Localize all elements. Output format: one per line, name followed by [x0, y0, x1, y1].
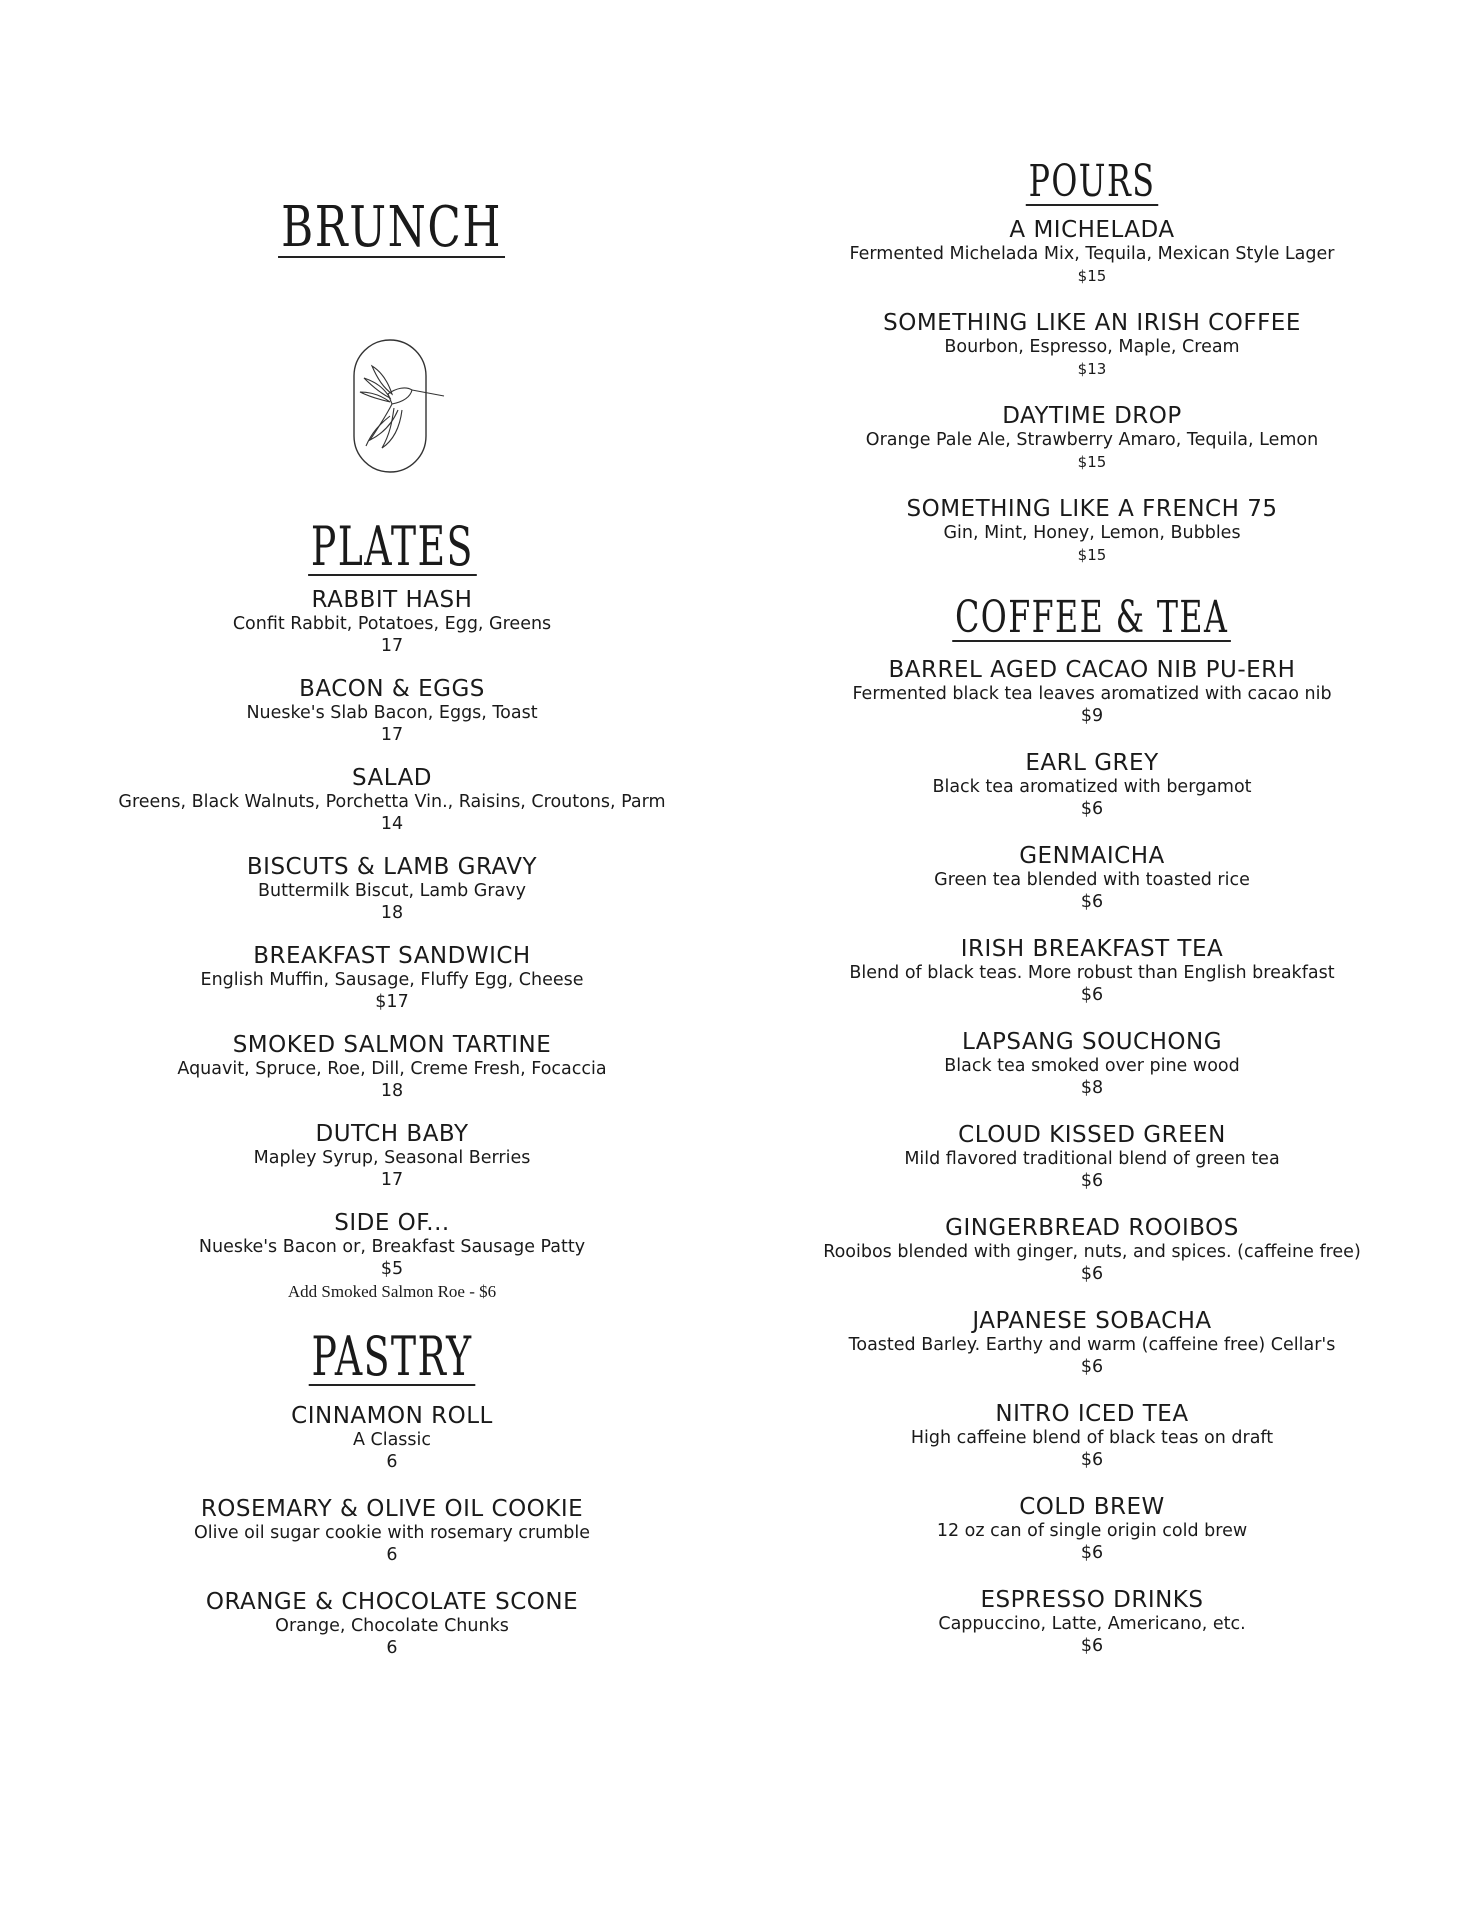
menu-item: [790, 1123, 1394, 1192]
menu-item: [790, 751, 1394, 820]
menu-item-description: Fermented Michelada Mix, Tequila, Mexican Style Lager: [849, 244, 1335, 264]
left-column: [90, 195, 694, 1659]
menu-item-name: LAPSANG SOUCHONG: [961, 1029, 1223, 1055]
menu-item-description: 12 oz can of single origin cold brew: [936, 1521, 1248, 1541]
menu-item: [90, 1211, 694, 1304]
right-column: [790, 156, 1394, 1657]
menu-item: [790, 311, 1394, 380]
menu-item-name: ORANGE & CHOCOLATE SCONE: [205, 1589, 579, 1615]
menu-item-name: SOMETHING LIKE AN IRISH COFFEE: [883, 310, 1301, 336]
menu-item-description: High caffeine blend of black teas on draft: [910, 1428, 1274, 1448]
menu-item-price: $6: [1080, 1636, 1104, 1656]
menu-item: [90, 1033, 694, 1102]
plates-list: [90, 588, 694, 1304]
menu-item-name: GENMAICHA: [1019, 843, 1165, 869]
menu-item-name: ROSEMARY & OLIVE OIL COOKIE: [200, 1496, 584, 1522]
menu-item: [90, 588, 694, 657]
menu-item: [90, 944, 694, 1013]
menu-item-description: Orange, Chocolate Chunks: [275, 1616, 509, 1636]
menu-item-price: $6: [1080, 799, 1104, 819]
menu-item-price: $15: [1077, 267, 1107, 285]
pastry-title: PASTRY: [309, 1330, 476, 1386]
pastry-list: [90, 1404, 694, 1659]
menu-item-name: BARREL AGED CACAO NIB PU-ERH: [888, 657, 1296, 683]
menu-item: [790, 844, 1394, 913]
menu-item-description: Bourbon, Espresso, Maple, Cream: [944, 337, 1240, 357]
menu-item: [790, 1402, 1394, 1471]
pours-section: [790, 156, 1394, 566]
menu-item-description: Mild flavored traditional blend of green tea: [904, 1149, 1280, 1169]
menu-item-name: JAPANESE SOBACHA: [972, 1308, 1212, 1334]
menu-item-price: $6: [1080, 1171, 1104, 1191]
menu-item-name: BISCUTS & LAMB GRAVY: [246, 854, 538, 880]
menu-item: [90, 1590, 694, 1659]
menu-item: [790, 497, 1394, 566]
menu-item: [90, 1122, 694, 1191]
menu-item-price: 17: [380, 1170, 404, 1190]
menu-item-description: Confit Rabbit, Potatoes, Egg, Greens: [232, 614, 552, 634]
menu-item-name: CINNAMON ROLL: [291, 1403, 493, 1429]
coffee-tea-list: [790, 658, 1394, 1657]
menu-item-description: English Muffin, Sausage, Fluffy Egg, Cheese: [200, 970, 584, 990]
menu-item-price: $13: [1077, 360, 1107, 378]
menu-item-name: DAYTIME DROP: [1002, 403, 1182, 429]
menu-item-price: $6: [1080, 1264, 1104, 1284]
menu-item-description: Aquavit, Spruce, Roe, Dill, Creme Fresh, Focaccia: [177, 1059, 607, 1079]
menu-item-description: Black tea aromatized with bergamot: [932, 777, 1252, 797]
hummingbird-logo-icon: [332, 336, 452, 476]
menu-item: [790, 1495, 1394, 1564]
menu-item-description: Gin, Mint, Honey, Lemon, Bubbles: [943, 523, 1241, 543]
menu-item-description: Orange Pale Ale, Strawberry Amaro, Tequila, Lemon: [865, 430, 1319, 450]
coffee-tea-title: COFFEE & TEA: [953, 596, 1232, 642]
menu-item-description: Green tea blended with toasted rice: [934, 870, 1250, 890]
menu-item-name: SALAD: [351, 765, 433, 791]
menu-item-name: RABBIT HASH: [311, 587, 473, 613]
menu-item: [90, 1497, 694, 1566]
menu-item-price: $15: [1077, 546, 1107, 564]
menu-item-price: 6: [386, 1545, 398, 1565]
menu-item-description: Toasted Barley. Earthy and warm (caffeine free) Cellar's: [848, 1335, 1336, 1355]
hummingbird-logo-wrap: [90, 336, 694, 476]
pours-title: POURS: [1026, 160, 1159, 206]
menu-item-price: 18: [380, 1081, 404, 1101]
plates-title: PLATES: [308, 520, 476, 576]
menu-item: [790, 937, 1394, 1006]
menu-item-price: $6: [1080, 1543, 1104, 1563]
menu-item-price: 17: [380, 725, 404, 745]
menu-item: [790, 404, 1394, 473]
plates-section: [90, 515, 694, 1304]
menu-item-price: $6: [1080, 1450, 1104, 1470]
menu-item-name: BACON & EGGS: [299, 676, 485, 702]
menu-item: [790, 218, 1394, 287]
menu-item: [790, 1309, 1394, 1378]
menu-item-price: $5: [380, 1259, 404, 1279]
menu-item-description: Blend of black teas. More robust than English breakfast: [849, 963, 1335, 983]
menu-item-price: $6: [1080, 1357, 1104, 1377]
pastry-section: [90, 1325, 694, 1659]
brunch-title-wrap: [90, 195, 694, 286]
menu-item-name: DUTCH BABY: [315, 1121, 469, 1147]
menu-item-name: GINGERBREAD ROOIBOS: [945, 1215, 1239, 1241]
coffee-tea-section: [790, 592, 1394, 1657]
menu-item-note: Add Smoked Salmon Roe - $6: [287, 1282, 497, 1301]
menu-item: [790, 1030, 1394, 1099]
menu-item-description: Black tea smoked over pine wood: [944, 1056, 1240, 1076]
menu-item-name: SOMETHING LIKE A FRENCH 75: [906, 496, 1278, 522]
menu-item: [90, 855, 694, 924]
menu-item-description: Fermented black tea leaves aromatized with cacao nib: [852, 684, 1332, 704]
menu-item-description: Greens, Black Walnuts, Porchetta Vin., Raisins, Croutons, Parm: [118, 792, 666, 812]
menu-item-price: 14: [380, 814, 404, 834]
brunch-title: BRUNCH: [278, 200, 505, 258]
menu-item-description: Nueske's Bacon or, Breakfast Sausage Patty: [198, 1237, 586, 1257]
pours-list: [790, 218, 1394, 566]
menu-item-description: Nueske's Slab Bacon, Eggs, Toast: [246, 703, 538, 723]
menu-item-name: CLOUD KISSED GREEN: [958, 1122, 1226, 1148]
menu-item-price: $17: [375, 992, 409, 1012]
menu-item: [790, 658, 1394, 727]
menu-item-price: $9: [1080, 706, 1104, 726]
menu-item-price: $6: [1080, 892, 1104, 912]
menu-item-price: 6: [386, 1638, 398, 1658]
menu-item: [790, 1216, 1394, 1285]
menu-item-description: Mapley Syrup, Seasonal Berries: [253, 1148, 531, 1168]
menu-item-name: EARL GREY: [1025, 750, 1159, 776]
menu-item-description: Rooibos blended with ginger, nuts, and spices. (caffeine free): [823, 1242, 1361, 1262]
menu-item-description: Olive oil sugar cookie with rosemary crumble: [193, 1523, 590, 1543]
menu-item-price: 6: [386, 1452, 398, 1472]
menu-item-price: 17: [380, 636, 404, 656]
menu-item-name: BREAKFAST SANDWICH: [253, 943, 531, 969]
menu-item-price: $8: [1080, 1078, 1104, 1098]
menu-item-description: Buttermilk Biscut, Lamb Gravy: [257, 881, 526, 901]
menu-item: [90, 677, 694, 746]
menu-item-price: $15: [1077, 453, 1107, 471]
menu-item-name: SIDE OF...: [334, 1210, 450, 1236]
menu-item-name: NITRO ICED TEA: [995, 1401, 1189, 1427]
menu-item: [90, 1404, 694, 1473]
menu-item-description: Cappuccino, Latte, Americano, etc.: [938, 1614, 1246, 1634]
menu-item-price: 18: [380, 903, 404, 923]
menu-item-description: A Classic: [352, 1430, 432, 1450]
menu-item: [90, 766, 694, 835]
menu-item: [790, 1588, 1394, 1657]
menu-item-name: IRISH BREAKFAST TEA: [960, 936, 1224, 962]
menu-item-name: A MICHELADA: [1009, 217, 1175, 243]
menu-item-price: $6: [1080, 985, 1104, 1005]
menu-item-name: SMOKED SALMON TARTINE: [232, 1032, 552, 1058]
menu-item-name: ESPRESSO DRINKS: [980, 1587, 1204, 1613]
menu-item-name: COLD BREW: [1019, 1494, 1165, 1520]
